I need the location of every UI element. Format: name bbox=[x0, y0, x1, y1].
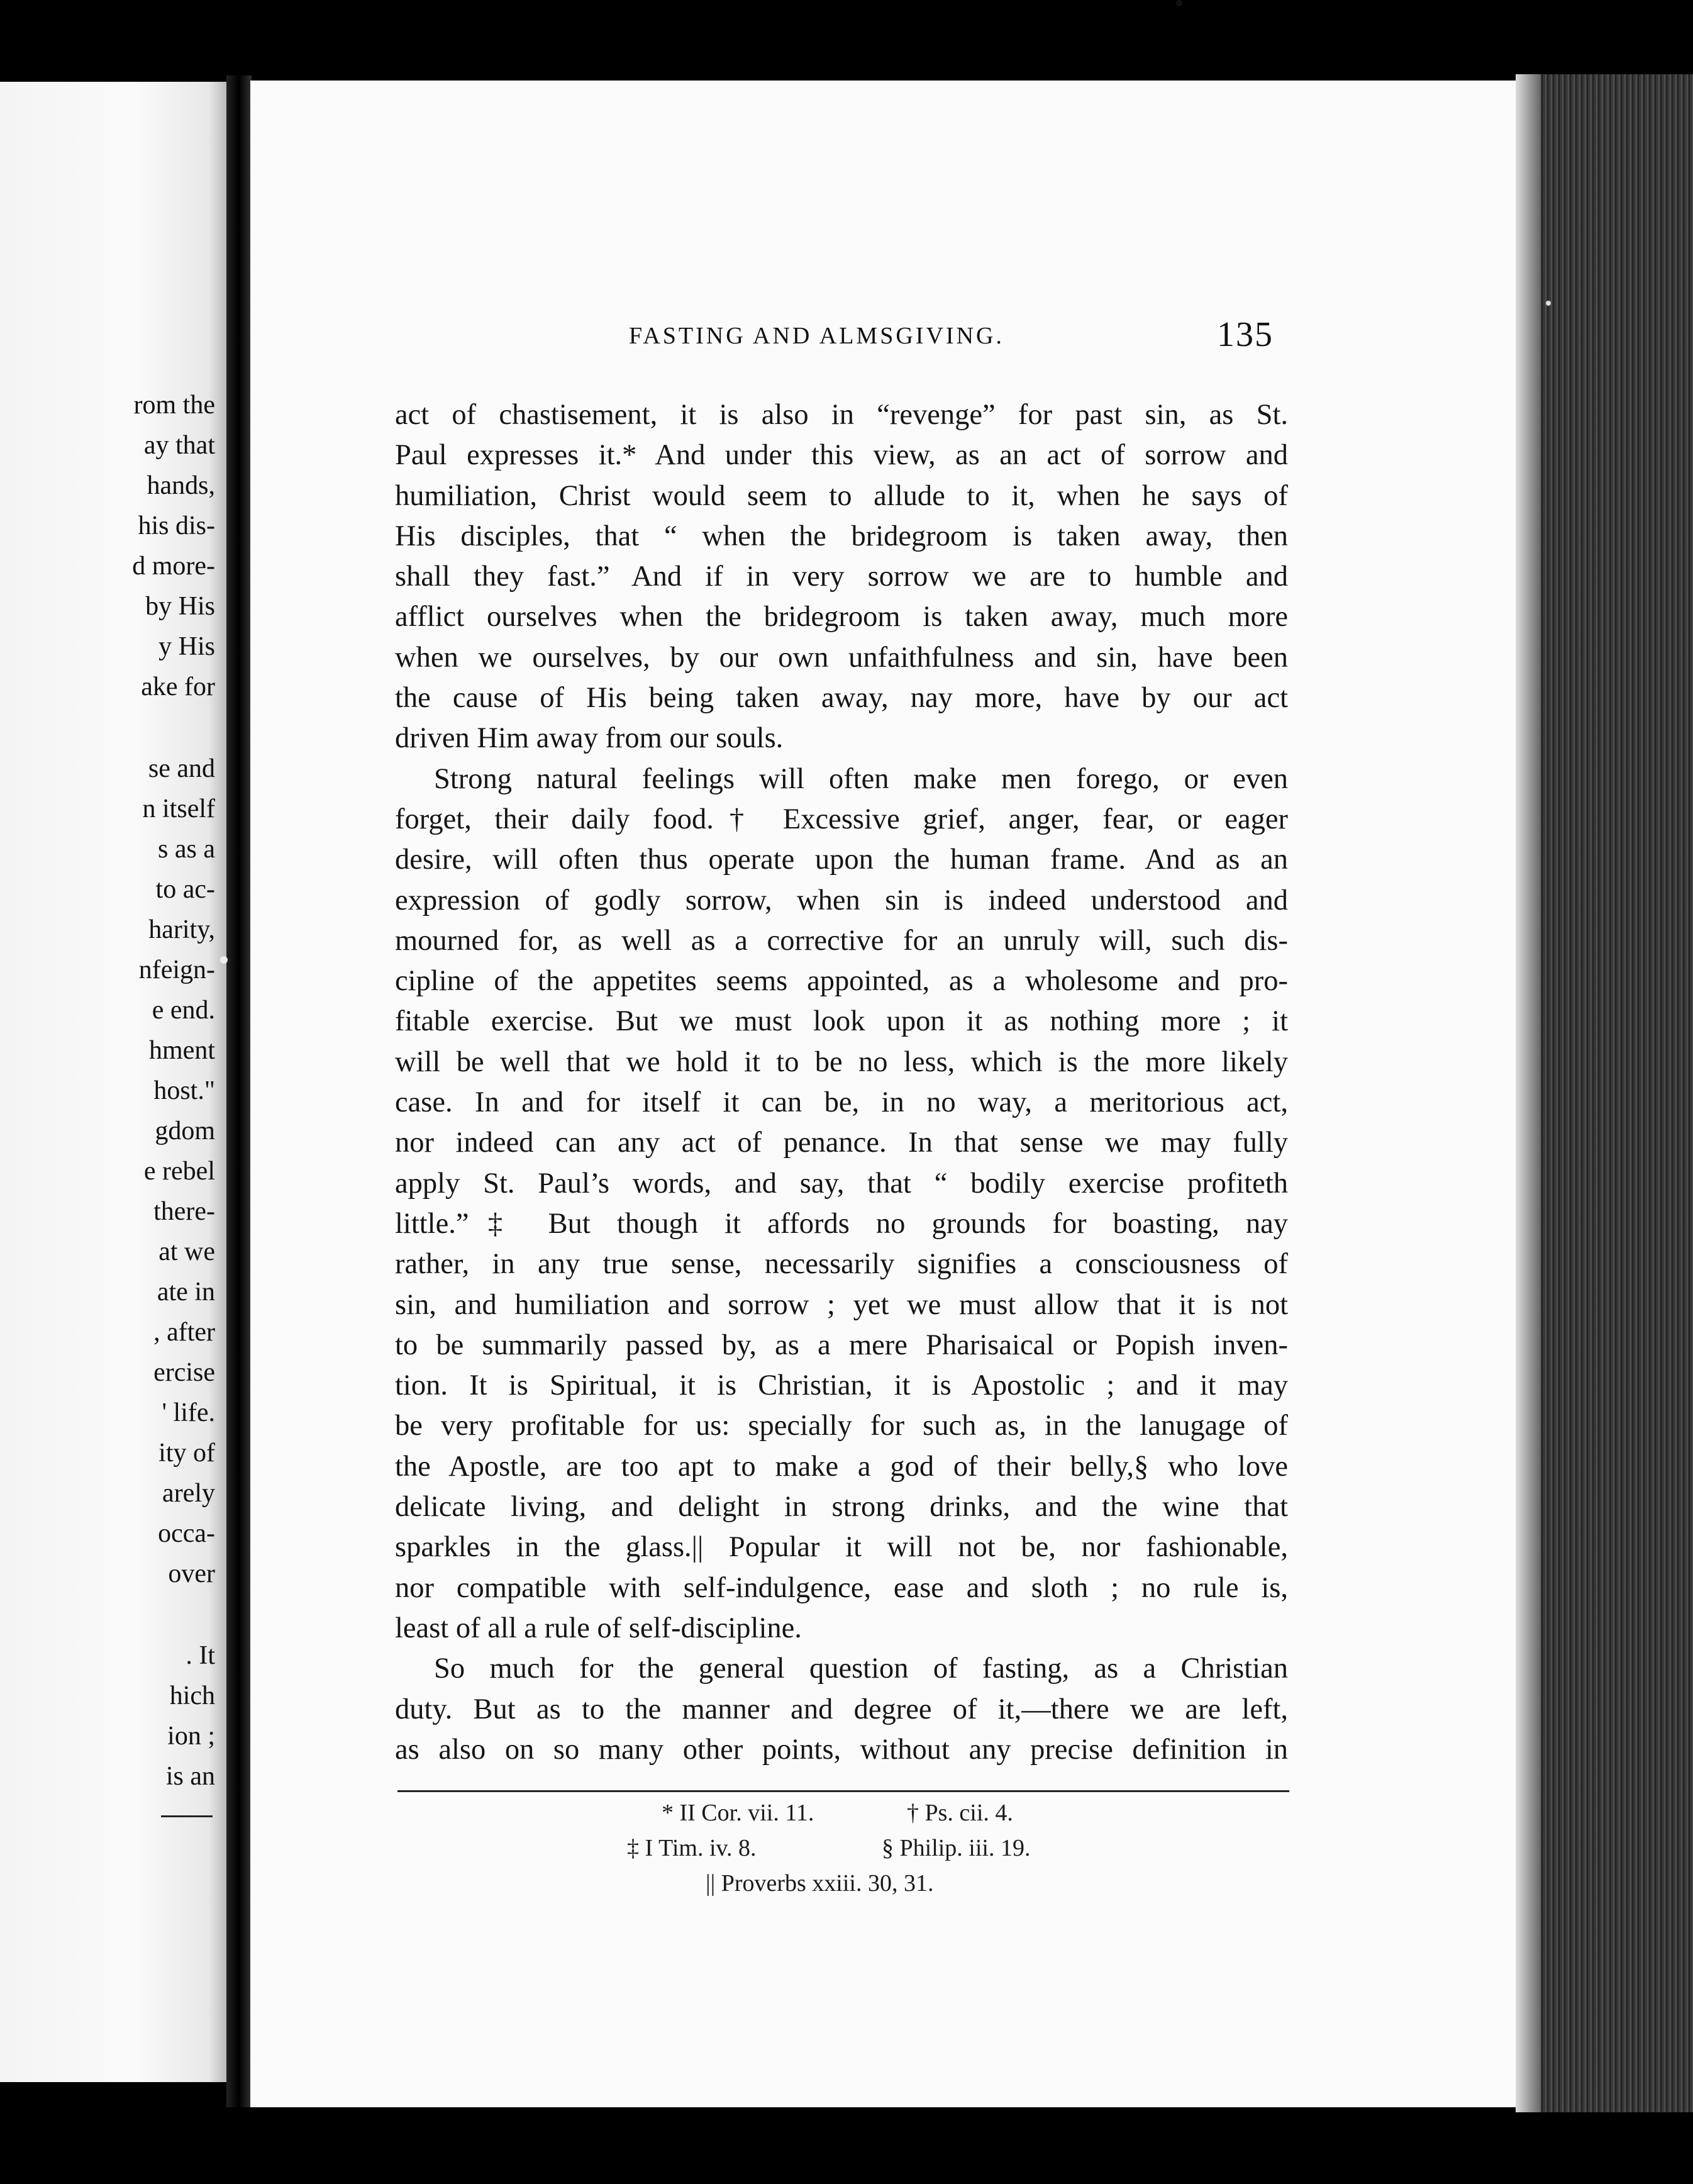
footnote: ‡ I Tim. iv. 8. bbox=[627, 1835, 757, 1861]
text-line: the Apostle, are too apt to make a god of their belly,§ who love bbox=[395, 1450, 1288, 1483]
facing-line: hment bbox=[149, 1036, 215, 1065]
facing-line: hands, bbox=[147, 471, 215, 500]
text-line: cipline of the appetites seems appointed, as a wholesome and pro- bbox=[395, 965, 1288, 998]
text-line: apply St. Paul’s words, and say, that “ bodily exercise profiteth bbox=[395, 1167, 1288, 1200]
facing-line: his dis- bbox=[138, 511, 215, 540]
facing-page-text bbox=[0, 82, 226, 2082]
text-line: driven Him away from our souls. bbox=[395, 722, 784, 755]
text-line: forget, their daily food.† Excessive grief, anger, fear, or eager bbox=[395, 803, 1288, 835]
facing-line: se and bbox=[148, 754, 215, 783]
text-line: act of chastisement, it is also in “revenge” for past sin, as St. bbox=[395, 399, 1288, 431]
footnote: † Ps. cii. 4. bbox=[907, 1800, 1013, 1826]
footnote-rule bbox=[397, 1790, 1289, 1792]
facing-line: arely bbox=[162, 1479, 215, 1508]
facing-line: ' life. bbox=[162, 1398, 215, 1427]
page-edge-shadow bbox=[1516, 74, 1541, 2112]
facing-line: occa- bbox=[158, 1519, 215, 1548]
facing-line: to ac- bbox=[155, 875, 215, 904]
facing-line: n itself bbox=[142, 794, 215, 823]
text-line: Paul expresses it.* And under this view, as an act of sorrow and bbox=[395, 439, 1288, 472]
text-line: when we ourselves, by our own unfaithfulness and sin, have been bbox=[395, 641, 1288, 674]
facing-line: ion ; bbox=[167, 1722, 215, 1751]
facing-line: there- bbox=[153, 1197, 215, 1226]
facing-line: e end. bbox=[152, 996, 215, 1025]
page-number: 135 bbox=[1217, 315, 1274, 354]
footnote: § Philip. iii. 19. bbox=[882, 1835, 1031, 1861]
text-line: rather, in any true sense, necessarily signifies a consciousness of bbox=[395, 1248, 1288, 1281]
facing-line: ake for bbox=[141, 672, 215, 701]
scan-speck bbox=[220, 956, 228, 964]
facing-line: rom the bbox=[133, 391, 215, 420]
facing-line: ity of bbox=[158, 1439, 215, 1468]
facing-line: s as a bbox=[158, 835, 215, 864]
text-line: fitable exercise. But we must look upon it as nothing more ; it bbox=[395, 1005, 1288, 1038]
text-line: delicate living, and delight in strong drinks, and the wine that bbox=[395, 1491, 1288, 1524]
text-line: His disciples, that “ when the bridegroom is taken away, then bbox=[395, 520, 1288, 552]
facing-line: d more- bbox=[132, 552, 215, 581]
facing-line: ercise bbox=[153, 1358, 215, 1387]
text-line: sparkles in the glass.|| Popular it will not be, nor fashionable, bbox=[395, 1531, 1288, 1564]
text-line: So much for the general question of fasting, as a Christian bbox=[434, 1652, 1288, 1685]
text-line: be very profitable for us: specially for such as, in the lanugage of bbox=[395, 1410, 1288, 1442]
text-line: shall they fast.” And if in very sorrow we are to humble and bbox=[395, 560, 1288, 593]
facing-line: at we bbox=[158, 1237, 215, 1266]
text-line: least of all a rule of self-discipline. bbox=[395, 1612, 802, 1644]
text-line: little.”‡ But though it affords no grounds for boasting, nay bbox=[395, 1207, 1288, 1240]
running-head: FASTING AND ALMSGIVING. bbox=[629, 323, 1004, 349]
text-line: will be well that we hold it to be no less, which is the more likely bbox=[395, 1045, 1288, 1078]
text-line: duty. But as to the manner and degree of it,—there we are left, bbox=[395, 1693, 1288, 1725]
facing-line: hich bbox=[169, 1681, 215, 1710]
text-line: sin, and humiliation and sorrow ; yet we must allow that it is not bbox=[395, 1288, 1288, 1321]
text-line: expression of godly sorrow, when sin is indeed understood and bbox=[395, 884, 1288, 916]
facing-line: y His bbox=[158, 632, 215, 661]
facing-line: . It bbox=[186, 1641, 215, 1670]
facing-line: is an bbox=[165, 1762, 215, 1791]
footnote: * II Cor. vii. 11. bbox=[662, 1800, 814, 1826]
text-line: humiliation, Christ would seem to allude to it, when he says of bbox=[395, 479, 1288, 512]
text-line: mourned for, as well as a corrective for an unruly will, such dis- bbox=[395, 924, 1288, 957]
text-line: desire, will often thus operate upon the human frame. And as an bbox=[395, 844, 1288, 876]
scan-speck bbox=[1176, 0, 1182, 6]
text-line: nor compatible with self-indulgence, ease and sloth ; no rule is, bbox=[395, 1571, 1288, 1604]
text-line: Strong natural feelings will often make men forego, or even bbox=[434, 762, 1288, 795]
facing-line: gdom bbox=[155, 1117, 215, 1145]
facing-line: over bbox=[168, 1559, 215, 1588]
text-line: as also on so many other points, without any precise definition in bbox=[395, 1733, 1288, 1766]
facing-line: ay that bbox=[143, 431, 215, 460]
body-text bbox=[395, 395, 1288, 1770]
facing-page bbox=[0, 82, 226, 2082]
facing-line: host." bbox=[153, 1076, 215, 1105]
facing-line: e rebel bbox=[143, 1157, 215, 1186]
facing-line: nfeign- bbox=[138, 956, 215, 984]
facing-line: harity, bbox=[148, 915, 215, 944]
text-line: nor indeed can any act of penance. In that sense we may fully bbox=[395, 1127, 1288, 1159]
facing-line: by His bbox=[145, 592, 215, 621]
text-line: to be summarily passed by, as a mere Pharisaical or Popish inven- bbox=[395, 1329, 1288, 1361]
footnote: || Proverbs xxiii. 30, 31. bbox=[706, 1870, 934, 1897]
scan-speck bbox=[1546, 301, 1551, 306]
text-line: afflict ourselves when the bridegroom is taken away, much more bbox=[395, 601, 1288, 633]
facing-footnote-rule bbox=[161, 1815, 213, 1817]
facing-line: , after bbox=[153, 1318, 215, 1347]
text-line: tion. It is Spiritual, it is Christian, it is Apostolic ; and it may bbox=[395, 1369, 1288, 1402]
facing-line: ate in bbox=[157, 1278, 215, 1306]
page-block-edge bbox=[1516, 74, 1693, 2112]
book-gutter bbox=[226, 75, 252, 2107]
text-line: case. In and for itself it can be, in no way, a meritorious act, bbox=[395, 1086, 1288, 1119]
text-line: the cause of His being taken away, nay more, have by our act bbox=[395, 682, 1288, 715]
